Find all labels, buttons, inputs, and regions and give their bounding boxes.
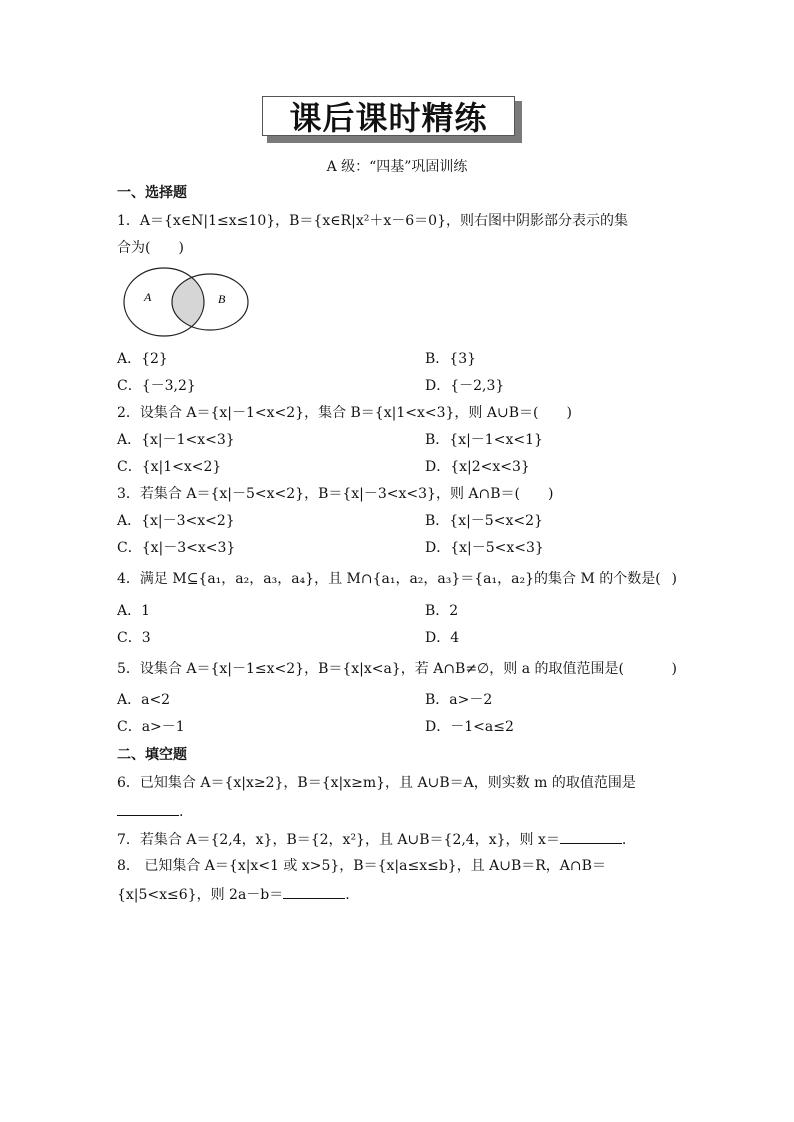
q5-paren-close: ) [671, 661, 677, 677]
q5-option-d: D．－1<a≤2 [425, 719, 514, 735]
q2-stem: 2．设集合 A＝{x|－1<x<2}，集合 B＝{x|1<x<3}，则 A∪B＝( ) [117, 405, 572, 421]
q1-option-c: C．{－3,2} [117, 378, 196, 394]
q5-stem: 5．设集合 A＝{x|－1≤x<2}，B＝{x|x<a}，若 A∩B≠∅，则 a 的取值范围是( [117, 661, 624, 677]
q1-option-a: A．{2} [117, 351, 168, 367]
q3-option-d: D．{x|－5<x<3} [425, 540, 544, 556]
venn-diagram [118, 265, 256, 339]
q8-answer-blank[interactable] [283, 884, 345, 899]
q6-stem-line1: 6．已知集合 A＝{x|x≥2}，B＝{x|x≥m}，且 A∪B＝A，则实数 m 的取值范围是 [117, 775, 636, 791]
q3-option-a: A．{x|－3<x<2} [117, 513, 235, 529]
q6-answer-blank[interactable] [117, 801, 179, 816]
q5-option-b: B．a>－2 [425, 692, 493, 708]
title-banner [262, 96, 526, 146]
q6-end: . [179, 804, 184, 820]
q3-option-b: B．{x|－5<x<2} [425, 513, 543, 529]
q7-text: 7．若集合 A＝{2,4，x}，B＝{2，x²}，且 A∪B＝{2,4，x}，则 x＝ [117, 832, 560, 848]
q4-stem: 4．满足 M⊆{a₁，a₂，a₃，a₄}，且 M∩{a₁，a₂，a₃}＝{a₁，a₂}的集合 M 的个数是( [117, 571, 661, 587]
q4-option-a: A．1 [117, 603, 151, 619]
q2-option-c: C．{x|1<x<2} [117, 459, 222, 475]
q2-option-b: B．{x|－1<x<1} [425, 432, 543, 448]
section-choice: 一、选择题 [117, 185, 187, 201]
q4-stem-row [117, 569, 677, 589]
q2-option-d: D．{x|2<x<3} [425, 459, 530, 475]
q1-stem-line1: 1．A＝{x∈N|1≤x≤10}，B＝{x∈R|x²＋x－6＝0}，则右图中阴影部分表示的集 [117, 213, 628, 229]
venn-label-a: A [144, 290, 152, 304]
q1-option-d: D．{－2,3} [425, 378, 505, 394]
q7-end: . [621, 832, 627, 848]
q1-stem-line2: 合为( ) [117, 240, 184, 256]
q8-end: . [345, 887, 350, 903]
q3-option-c: C．{x|－3<x<3} [117, 540, 236, 556]
q4-paren-close: ) [671, 571, 677, 587]
q5-option-a: A．a<2 [117, 692, 171, 708]
page-title: 课后课时精练 [262, 96, 515, 136]
q5-stem-row [117, 659, 677, 679]
q4-option-c: C．3 [117, 630, 151, 646]
subtitle: A 级：“四基”巩固训练 [326, 159, 468, 175]
q6-stem-line2 [117, 801, 183, 822]
q2-option-a: A．{x|－1<x<3} [117, 432, 235, 448]
q8-stem-line1: 8． 已知集合 A＝{x|x<1 或 x>5}，B＝{x|a≤x≤b}，且 A∪B＝R，A∩B＝ [117, 858, 606, 874]
q5-option-c: C．a>－1 [117, 719, 185, 735]
q3-stem: 3．若集合 A＝{x|－5<x<2}，B＝{x|－3<x<3}，则 A∩B＝( ) [117, 486, 554, 502]
venn-label-b: B [218, 292, 226, 306]
q1-option-b: B．{3} [425, 351, 477, 367]
q7-stem [117, 829, 626, 850]
section-fill: 二、填空题 [117, 747, 187, 763]
q8-text: {x|5<x≤6}，则 2a－b＝ [117, 887, 284, 903]
q4-option-d: D．4 [425, 630, 460, 646]
q7-answer-blank[interactable] [560, 829, 622, 844]
q8-stem-line2 [117, 884, 350, 905]
q4-option-b: B．2 [425, 603, 459, 619]
